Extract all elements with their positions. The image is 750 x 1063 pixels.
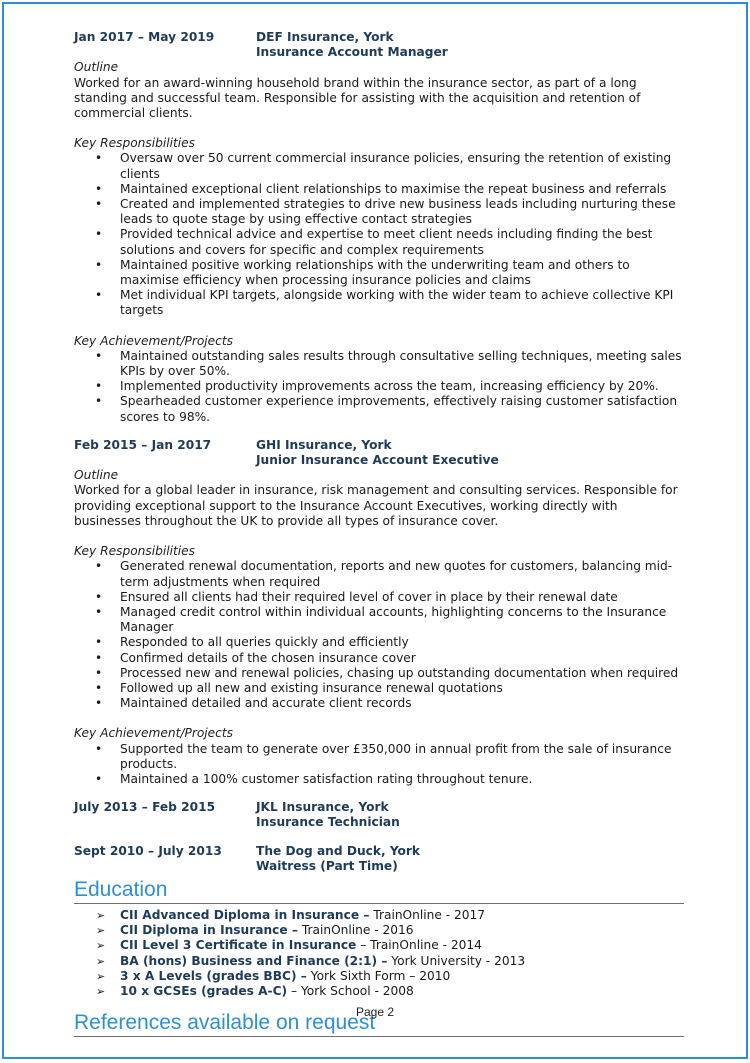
list-item: • Maintained positive working relationships with the underwriting team and others to maximise efficiency when processing insurance policies and claims — [74, 258, 684, 288]
list-item: • Maintained a 100% customer satisfaction rating throughout tenure. — [74, 772, 684, 787]
job-company-block — [256, 438, 499, 468]
list-item: • Maintained exceptional client relationships to maximise the repeat business and referrals — [74, 182, 684, 197]
job-company: DEF Insurance, York — [256, 30, 394, 44]
list-item: • Created and implemented strategies to drive new business leads including nurturing these leads to quote stage by using effective contact strategies — [74, 197, 684, 227]
job-dates: July 2013 – Feb 2015 — [74, 800, 216, 815]
list-item: • Spearheaded customer experience improvements, effectively raising customer satisfaction scores to 98%. — [74, 394, 684, 424]
job-title: Insurance Account Manager — [256, 45, 448, 60]
outline-label: Outline — [74, 468, 119, 483]
list-item: • Confirmed details of the chosen insurance cover — [74, 651, 684, 666]
list-item: • Supported the team to generate over £350,000 in annual profit from the sale of insurance products. — [74, 742, 684, 772]
job-outline: Worked for an award-winning household brand within the insurance sector, as part of a long standing and successful team. Responsible for assisting with the acquisition and retention of commercial clients. — [74, 75, 641, 121]
job-title: Waitress (Part Time) — [256, 858, 398, 873]
job-company: JKL Insurance, York — [256, 800, 389, 815]
education-qualification: CII Diploma in Insurance – — [120, 923, 298, 938]
job-title: Junior Insurance Account Executive — [256, 453, 499, 468]
list-item — [74, 938, 684, 953]
list-item: • Followed up all new and existing insurance renewal quotations — [74, 681, 684, 696]
job-company-block — [256, 30, 448, 60]
references-heading: References available on request — [74, 1011, 684, 1037]
achievements-list — [74, 742, 684, 788]
list-item — [74, 984, 684, 999]
list-item: • Processed new and renewal policies, chasing up outstanding documentation when required — [74, 666, 684, 681]
page-number: Page 2 — [355, 1005, 395, 1019]
education-detail: York Sixth Form – 2010 — [306, 968, 451, 983]
arrow-bullet-icon: ➢ — [96, 984, 106, 998]
arrow-bullet-icon: ➢ — [96, 954, 106, 968]
arrow-bullet-icon: ➢ — [96, 969, 106, 983]
job-dates: Feb 2015 – Jan 2017 — [74, 437, 212, 452]
job-entry — [74, 800, 684, 830]
outline-label: Outline — [74, 60, 119, 75]
job-header — [74, 438, 684, 468]
arrow-bullet-icon: ➢ — [96, 908, 106, 922]
education-heading: Education — [74, 878, 684, 904]
list-item: • Oversaw over 50 current commercial insurance policies, ensuring the retention of existing clients — [74, 151, 684, 181]
achievements-label: Key Achievement/Projects — [74, 333, 234, 348]
education-detail: TrainOnline - 2017 — [369, 907, 486, 922]
list-item — [74, 954, 684, 969]
job-dates: Sept 2010 – July 2013 — [74, 843, 222, 858]
job-outline: Worked for a global leader in insurance, risk management and consulting services. Responsible for providing exceptional support to the Insurance Account Executives, working directly with businesses throughout the UK to provide all types of insurance cover. — [74, 483, 678, 528]
job-company-block — [256, 844, 420, 874]
education-qualification: CII Advanced Diploma in Insurance – — [120, 907, 370, 922]
job-company: The Dog and Duck, York — [256, 843, 421, 858]
job-title: Insurance Technician — [256, 815, 400, 830]
education-qualification: BA (hons) Business and Finance (2:1) – — [120, 953, 388, 968]
list-item: • Responded to all queries quickly and efficiently — [74, 635, 684, 650]
list-item — [74, 908, 684, 923]
education-qualification: 10 x GCSEs (grades A-C) — [120, 983, 288, 998]
job-header — [74, 844, 684, 874]
job-entry — [74, 438, 684, 787]
responsibilities-list — [74, 151, 684, 318]
education-detail: – TrainOnline - 2014 — [356, 938, 482, 953]
job-dates: Jan 2017 – May 2019 — [74, 30, 215, 44]
education-detail: TrainOnline - 2016 — [297, 923, 414, 938]
job-entry — [74, 844, 684, 874]
list-item: • Ensured all clients had their required level of cover in place by their renewal date — [74, 590, 684, 605]
responsibilities-label: Key Responsibilities — [74, 136, 196, 151]
list-item: • Generated renewal documentation, reports and new quotes for customers, balancing mid-term adjustments when required — [74, 559, 684, 589]
responsibilities-label: Key Responsibilities — [74, 544, 196, 559]
list-item — [74, 923, 684, 938]
education-detail: – York School - 2008 — [287, 983, 414, 998]
education-list — [74, 908, 684, 999]
list-item: • Provided technical advice and expertise to meet client needs including finding the best solutions and covers for specific and complex requirements — [74, 227, 684, 257]
education-qualification: 3 x A Levels (grades BBC) – — [120, 968, 307, 983]
achievements-list — [74, 349, 684, 425]
responsibilities-list — [74, 559, 684, 711]
list-item — [74, 969, 684, 984]
arrow-bullet-icon: ➢ — [96, 924, 106, 938]
job-header — [74, 30, 684, 60]
education-qualification: CII Level 3 Certificate in Insurance — [120, 938, 357, 953]
page — [2, 2, 748, 1059]
cv-content — [74, 30, 684, 1037]
arrow-bullet-icon: ➢ — [96, 939, 106, 953]
list-item: • Managed credit control within individual accounts, highlighting concerns to the Insurance Manager — [74, 605, 684, 635]
list-item: • Implemented productivity improvements across the team, increasing efficiency by 20%. — [74, 379, 684, 394]
job-company-block — [256, 800, 400, 830]
list-item: • Maintained detailed and accurate client records — [74, 696, 684, 711]
job-company: GHI Insurance, York — [256, 437, 392, 452]
list-item: • Met individual KPI targets, alongside working with the wider team to achieve collective KPI targets — [74, 288, 684, 318]
job-header — [74, 800, 684, 830]
job-entry — [74, 30, 684, 425]
education-detail: York University - 2013 — [387, 953, 526, 968]
list-item: • Maintained outstanding sales results through consultative selling techniques, meeting sales KPIs by over 50%. — [74, 349, 684, 379]
achievements-label: Key Achievement/Projects — [74, 726, 234, 741]
